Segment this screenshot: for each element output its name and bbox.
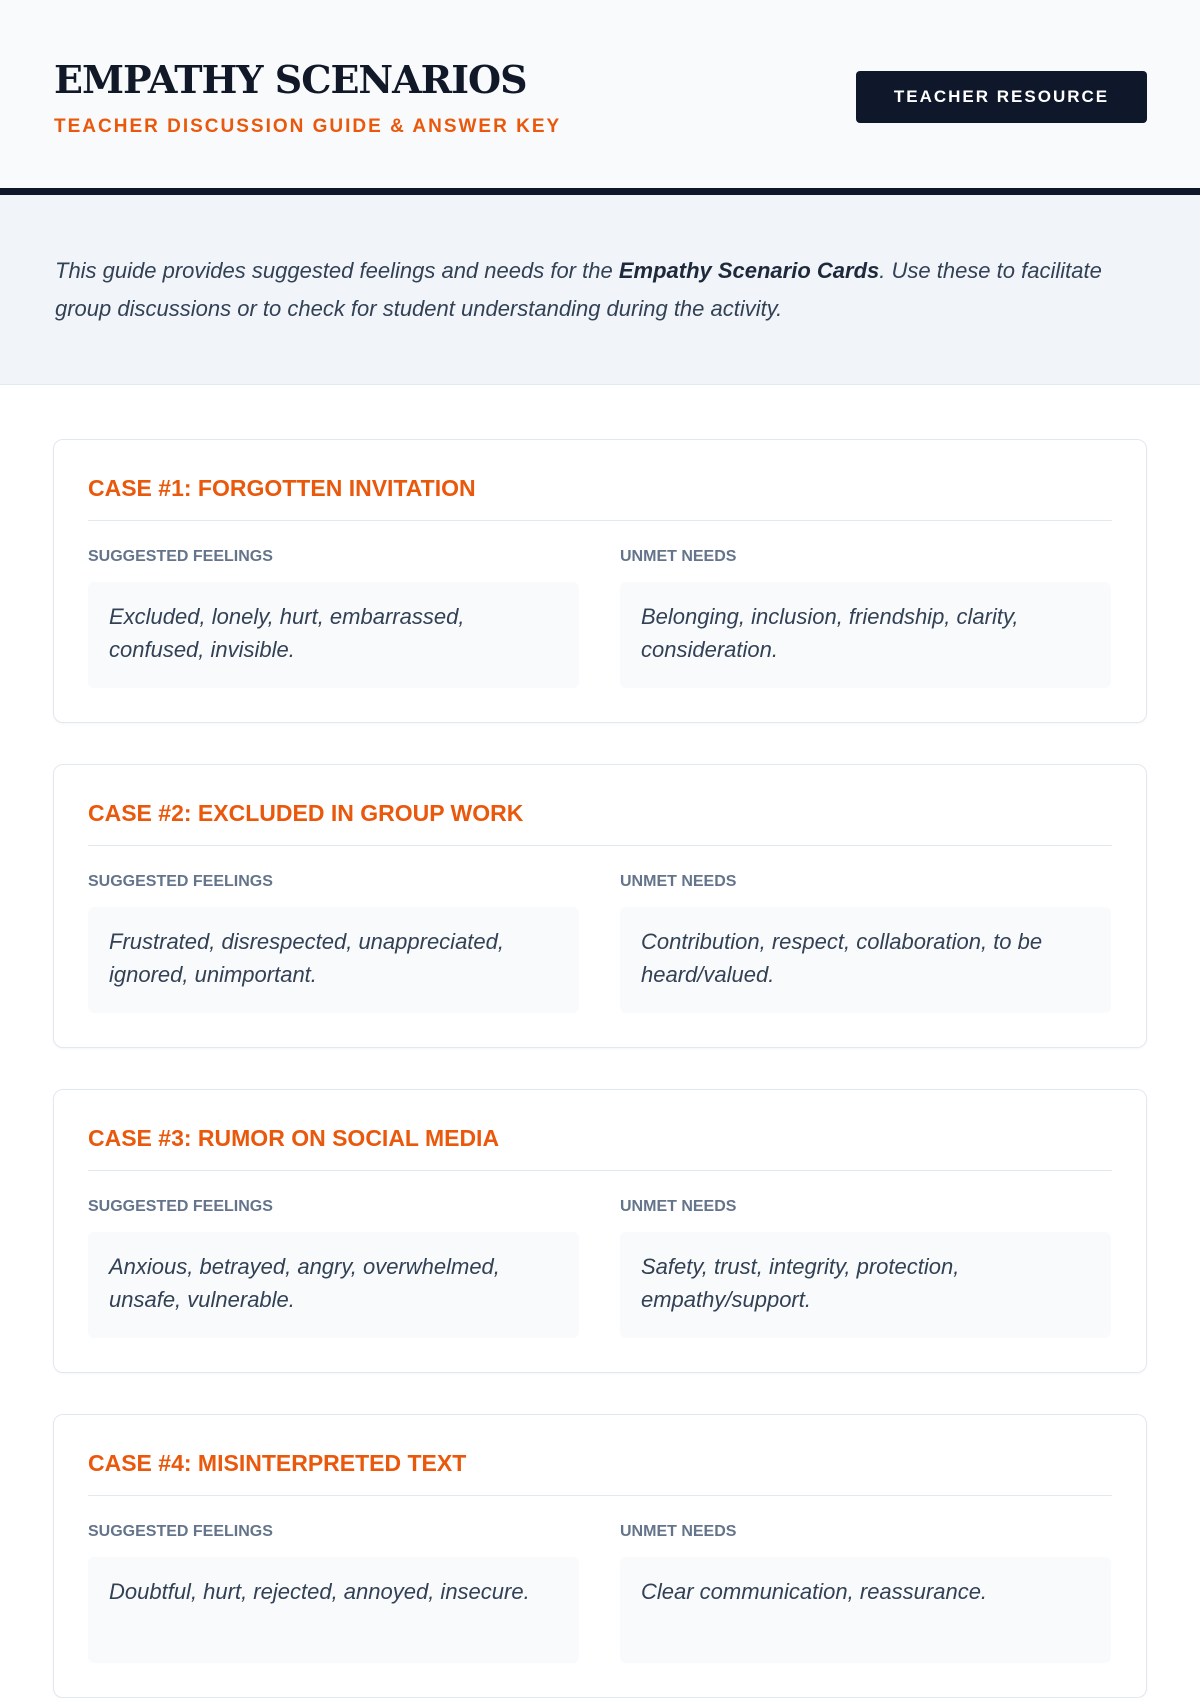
case-list bbox=[0, 439, 1200, 1698]
feelings-text: Doubtful, hurt, rejected, annoyed, insecure. bbox=[88, 1557, 579, 1663]
needs-label: UNMET NEEDS bbox=[620, 873, 737, 890]
intro-text-end: . Use these to facilitate group discussions or to check for student understanding during the activity. bbox=[55, 258, 1102, 321]
needs-column bbox=[620, 1523, 1111, 1663]
teacher-resource-badge[interactable]: TEACHER RESOURCE bbox=[856, 71, 1147, 123]
feelings-text: Anxious, betrayed, angry, overwhelmed, unsafe, vulnerable. bbox=[88, 1232, 579, 1338]
feelings-label: SUGGESTED FEELINGS bbox=[88, 548, 273, 565]
page-header bbox=[0, 0, 1200, 195]
needs-text: Belonging, inclusion, friendship, clarity, consideration. bbox=[620, 582, 1111, 688]
case-card bbox=[53, 764, 1147, 1048]
case-card bbox=[53, 439, 1147, 723]
needs-column bbox=[620, 1198, 1111, 1338]
needs-label: UNMET NEEDS bbox=[620, 1198, 737, 1215]
case-divider bbox=[88, 1495, 1112, 1496]
case-card bbox=[53, 1414, 1147, 1698]
intro-text-emphasis: Empathy Scenario Cards bbox=[618, 258, 880, 283]
intro-text bbox=[55, 252, 1146, 328]
needs-label: UNMET NEEDS bbox=[620, 1523, 737, 1540]
intro-section bbox=[0, 195, 1200, 385]
case-title: CASE #1: FORGOTTEN INVITATION bbox=[88, 475, 476, 501]
feelings-text: Frustrated, disrespected, unappreciated, ignored, unimportant. bbox=[88, 907, 579, 1013]
page-title: EMPATHY SCENARIOS bbox=[54, 57, 527, 102]
feelings-column bbox=[88, 1198, 579, 1338]
needs-column bbox=[620, 548, 1111, 688]
needs-label: UNMET NEEDS bbox=[620, 548, 737, 565]
intro-text-start: This guide provides suggested feelings and needs for the bbox=[55, 258, 619, 283]
feelings-label: SUGGESTED FEELINGS bbox=[88, 1198, 273, 1215]
needs-column bbox=[620, 873, 1111, 1013]
case-title: CASE #2: EXCLUDED IN GROUP WORK bbox=[88, 800, 524, 826]
case-title: CASE #4: MISINTERPRETED TEXT bbox=[88, 1450, 467, 1476]
feelings-column bbox=[88, 548, 579, 688]
needs-text: Clear communication, reassurance. bbox=[620, 1557, 1111, 1663]
case-divider bbox=[88, 845, 1112, 846]
feelings-label: SUGGESTED FEELINGS bbox=[88, 1523, 273, 1540]
needs-text: Safety, trust, integrity, protection, empathy/support. bbox=[620, 1232, 1111, 1338]
feelings-column bbox=[88, 1523, 579, 1663]
needs-text: Contribution, respect, collaboration, to be heard/valued. bbox=[620, 907, 1111, 1013]
feelings-column bbox=[88, 873, 579, 1013]
case-divider bbox=[88, 1170, 1112, 1171]
case-title: CASE #3: RUMOR ON SOCIAL MEDIA bbox=[88, 1125, 500, 1151]
case-card bbox=[53, 1089, 1147, 1373]
feelings-text: Excluded, lonely, hurt, embarrassed, confused, invisible. bbox=[88, 582, 579, 688]
feelings-label: SUGGESTED FEELINGS bbox=[88, 873, 273, 890]
case-divider bbox=[88, 520, 1112, 521]
page-subtitle: TEACHER DISCUSSION GUIDE & ANSWER KEY bbox=[54, 116, 562, 137]
